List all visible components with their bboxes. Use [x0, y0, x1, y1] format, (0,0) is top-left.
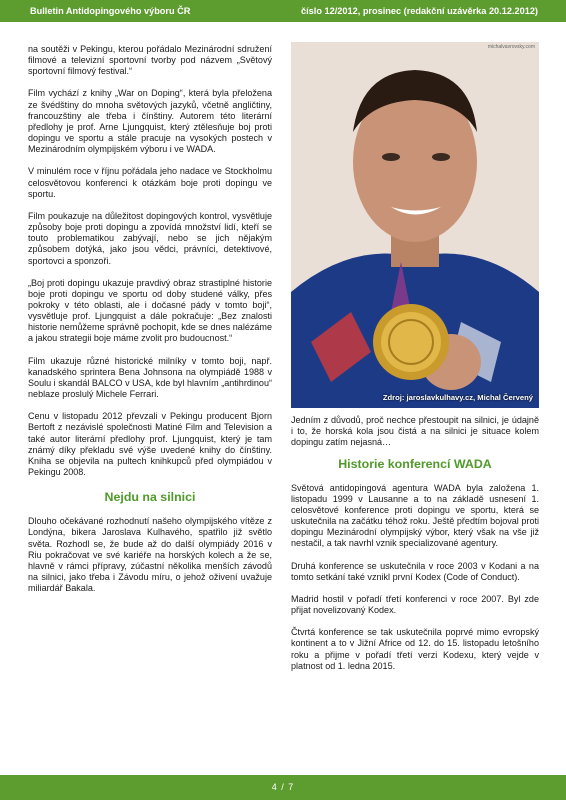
athlete-photo: [291, 42, 539, 408]
paragraph: Světová antidopingová agentura WADA byla založena 1. listopadu 1999 v Lausanne a to na základě usnesení 1. celosvětové konference proti dopingu ve sportu, která se uskutečnila na začátku téhož roku. Ještě předtím bojoval proti dopingu Mezinárodní olympijský výbor, který však na vše již nestačil, a tak navrhl vznik specializované agentury.: [291, 482, 539, 549]
page-header: [0, 0, 566, 22]
paragraph: „Boj proti dopingu ukazuje pravdivý obraz strastiplné historie boje proti dopingu ve sportu od doby studené války, přes pokroky v této oblasti, ale i dočasné pády v tomto boji“, vysvětluje prof. Ljungquist a dále pokračuje: „Bez znalosti historie nemůžeme správně pochopit, kde se dnes nalézáme a jakou strategii boje máme zvolit pro budoucnost.“: [28, 277, 272, 344]
paragraph: Film vychází z knihy „War on Doping“, která byla přeložena ze švédštiny do mnoha světových jazyků, včetně angličtiny, francouzštiny ale třeba i čínštiny. Autorem této literární předlohy je prof. Arne Ljungquist, který ztělesňuje boj proti dopingu ve sportu a stále pracuje na vysokých postech v Mezinárodním olympijském výboru i ve WADA.: [28, 88, 272, 155]
paragraph: Cenu v listopadu 2012 převzali v Pekingu producent Bjorn Bertoft z nezávislé společnosti Matiné Film and Television a také autor literární předlohy prof. Ljungquist, který je tam známý díky překladu své výše uvedené knihy do čínštiny. Kniha se objevila na pultech knihkupců před olympiádou v Pekingu 2008.: [28, 411, 272, 477]
section-heading-road: Nejdu na silnici: [104, 490, 196, 505]
paragraph: Druhá konference se uskutečnila v roce 2003 v Kodani a na tomto setkání také vznikl první Kodex (Code of Conduct).: [291, 560, 539, 582]
right-column: [291, 415, 539, 683]
paragraph: Film poukazuje na důležitost dopingových kontrol, vysvětluje způsoby boje proti dopingu a zpovídá množství lidí, kteří se touto problematikou zabývají, nebo se jich nějakým způsobem dotýká, jako jsou vědci, právníci, detektivové, sportovci a sponzoři.: [28, 210, 272, 266]
paragraph: na soutěži v Pekingu, kterou pořádalo Mezinárodní sdružení filmové a televizní sportovní tvorby pod názvem „Světový sportovní filmový festival.“: [28, 44, 272, 77]
paragraph: Madrid hostil v pořadí třetí konferenci v roce 2007. Byl zde přijat novelizovaný Kodex.: [291, 593, 539, 616]
section-heading-wada: Historie konferencí WADA: [338, 457, 492, 472]
page-number: 4 / 7: [271, 782, 295, 792]
paragraph: Čtvrtá konference se tak uskutečnila poprvé mimo evropský kontinent a to v Jižní Africe od 12. do 15. listopadu letošního roku a přijme v pořadí třetí verzi Kodexu, který vejde v platnost od 1. ledna 2015.: [291, 627, 539, 671]
paragraph: Jedním z důvodů, proč nechce přestoupit na silnici, je údajně i to, že horská kola jsou čistá a na silnici je situace kolem dopingu zatím nejasná…: [291, 415, 539, 448]
left-column: [28, 44, 272, 605]
paragraph: Dlouho očekávané rozhodnutí našeho olympijského vítěze z Londýna, bikera Jaroslava Kulhavého, spatřilo již světlo světa. Rozhodl se, že bude až do další olympiády 2016 v Riu pokračovat ve své kariéře na horských kolech a že se, hlavně v rámci přípravy, zúčastní několika menších závodů na silnici, jako třeba i Závodu míru, o jehož oživení uvažuje miliardář Bakala.: [28, 516, 272, 594]
page-footer: [0, 775, 566, 800]
paragraph: V minulém roce v říjnu pořádala jeho nadace ve Stockholmu celosvětovou konferenci k otázkám boje proti dopingu ve sportu.: [28, 166, 272, 199]
photo-illustration: [291, 42, 539, 408]
photo-credit: Zdroj: jaroslavkulhavy.cz, Michal Červený: [382, 393, 533, 402]
issue-info: číslo 12/2012, prosinec (redakční uzávěrka 20.12.2012): [301, 6, 538, 16]
paragraph: Film ukazuje různé historické milníky v tomto boji, např. kanadského sprintera Bena Johnsona na olympiádě 1988 v Soulu i skandál BALCO v USA, kde byl hlavním „antihrdinou“ neblaze proslulý Michele Ferrari.: [28, 355, 272, 400]
bulletin-title: Bulletin Antidopingového výboru ČR: [30, 6, 191, 16]
photo-watermark: michalvavrovsky.com: [487, 44, 535, 50]
